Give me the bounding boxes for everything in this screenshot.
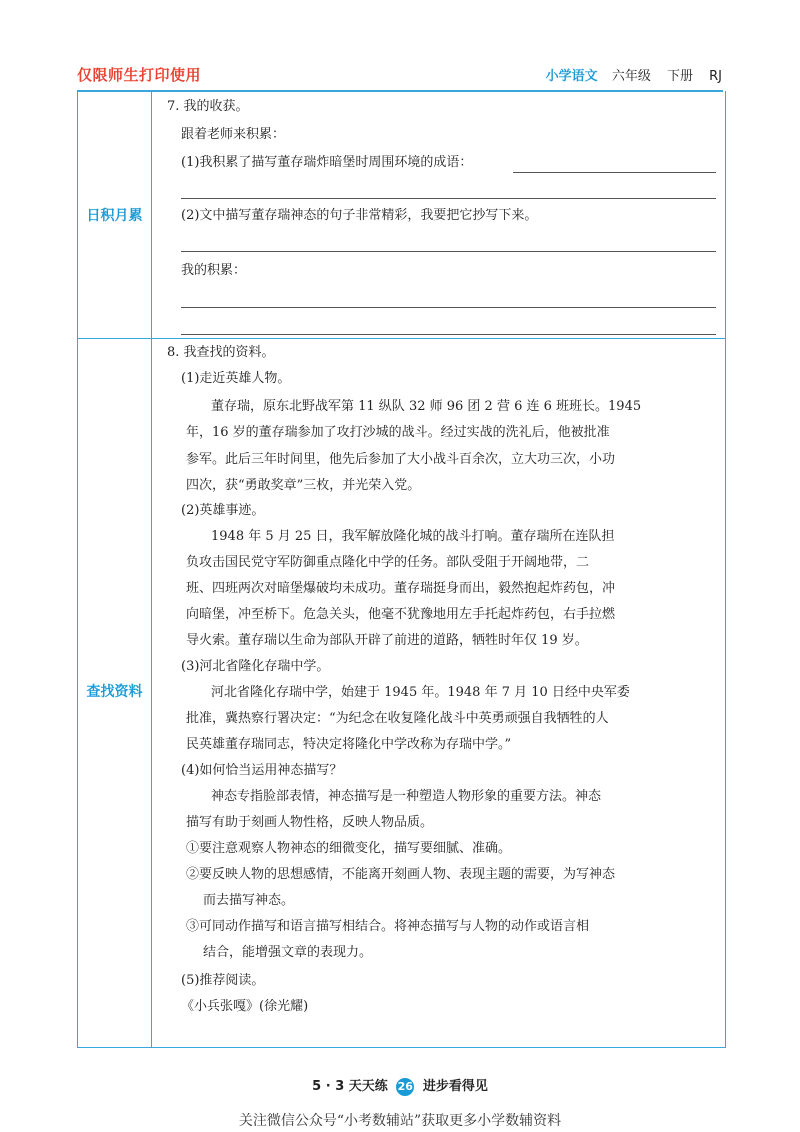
paragraph-line: 1948 年 5 月 25 日，我军解放隆化城的战斗打响。董存瑞所在连队担: [211, 529, 615, 544]
paragraph-line: 民英雄董存瑞同志，特决定将隆化中学改称为存瑞中学。”: [186, 737, 512, 752]
worksheet-table: [77, 91, 726, 1048]
grade-label: 六年级: [611, 69, 651, 84]
paragraph-line: 参军。此后三年时间里，他先后参加了大小战斗百余次，立大功三次，小功: [186, 452, 616, 467]
paragraph-line: 神态专指脸部表情，神态描写是一种塑造人物形象的重要方法。神态: [211, 789, 602, 804]
answer-line[interactable]: [181, 198, 716, 199]
q7-item-1: (1)我积累了描写董存瑞炸暗堡时周围环境的成语：: [181, 155, 473, 170]
q8-part2-title: (2)英雄事迹。: [181, 503, 265, 518]
paragraph-line: 河北省隆化存瑞中学，始建于 1945 年。1948 年 7 月 10 日经中央军委: [211, 685, 630, 700]
q8-part5-title: (5)推荐阅读。: [181, 973, 265, 988]
paragraph-line: 向暗堡，冲至桥下。危急关头，他毫不犹豫地用左手托起炸药包，右手拉燃: [186, 607, 616, 622]
q7-title: 7. 我的收获。: [167, 99, 249, 114]
paragraph-line: 导火索。董存瑞以生命为部队开辟了前进的道路，牺牲时年仅 19 岁。: [186, 633, 588, 648]
q7-item-2: (2)文中描写董存瑞神态的句子非常精彩，我要把它抄写下来。: [181, 208, 538, 223]
paragraph-line: 四次，获“勇敢奖章”三枚，并光荣入党。: [186, 478, 421, 493]
section-label-accumulate: 日积月累: [86, 208, 143, 224]
book-info: [546, 65, 722, 84]
answer-line[interactable]: [181, 334, 716, 335]
row-divider: [78, 338, 725, 339]
tip-point: ①要注意观察人物神态的细微变化，描写要细腻、准确。: [186, 841, 512, 856]
q7-intro: 跟着老师来积累：: [181, 127, 286, 142]
paragraph-line: 班、四班两次对暗堡爆破均未成功。董存瑞挺身而出，毅然抱起炸药包，冲: [186, 581, 616, 596]
section-label-research: 查找资料: [86, 684, 143, 700]
q8-part4-title: (4)如何恰当运用神态描写？: [181, 763, 343, 778]
paragraph-line: 描写有助于刻画人物性格，反映人物品质。: [186, 815, 434, 830]
q7-mine: 我的积累：: [181, 263, 247, 278]
page-footer: [0, 1075, 800, 1096]
q8-title: 8. 我查找的资料。: [167, 345, 275, 360]
footer-series: 5 · 3 天天练: [312, 1079, 388, 1094]
footer-slogan: 进步看得见: [422, 1079, 488, 1094]
volume-label: 下册: [666, 69, 693, 84]
q8-part1-title: (1)走近英雄人物。: [181, 371, 291, 386]
answer-line[interactable]: [181, 251, 716, 252]
paragraph-line: 董存瑞，原东北野战军第 11 纵队 32 师 96 团 2 营 6 连 6 班班长。1945: [211, 399, 642, 414]
tip-point: ③可同动作描写和语言描写相结合。将神态描写与人物的动作或语言相: [186, 919, 590, 934]
tip-point-cont: 结合，能增强文章的表现力。: [203, 945, 373, 960]
section-column: [78, 91, 152, 1047]
recommended-book: 《小兵张嘎》(徐光耀): [181, 999, 309, 1014]
q8-part3-title: (3)河北省隆化存瑞中学。: [181, 659, 330, 674]
tip-point: ②要反映人物的思想感情，不能离开刻画人物、表现主题的需要，为写神态: [186, 867, 616, 882]
watermark-text: 关注微信公众号“小考数辅站”获取更多小学数辅资料: [238, 1113, 562, 1129]
tip-point-cont: 而去描写神态。: [203, 893, 295, 908]
answer-line-idiom[interactable]: [513, 172, 716, 173]
page-number-badge: 26: [396, 1078, 414, 1096]
paragraph-line: 年，16 岁的董存瑞参加了攻打沙城的战斗。经过实战的洗礼后，他被批准: [186, 425, 610, 440]
edition-label: RJ: [709, 69, 722, 84]
answer-line[interactable]: [181, 307, 716, 308]
subject-label: 小学语文: [545, 69, 598, 84]
print-notice: 仅限师生打印使用: [77, 66, 202, 84]
paragraph-line: 批准，冀热察行署决定：“为纪念在收复隆化战斗中英勇顽强自我牺牲的人: [186, 711, 609, 726]
paragraph-line: 负攻击国民党守军防御重点隆化中学的任务。部队受阻于开阔地带，二: [186, 555, 590, 570]
